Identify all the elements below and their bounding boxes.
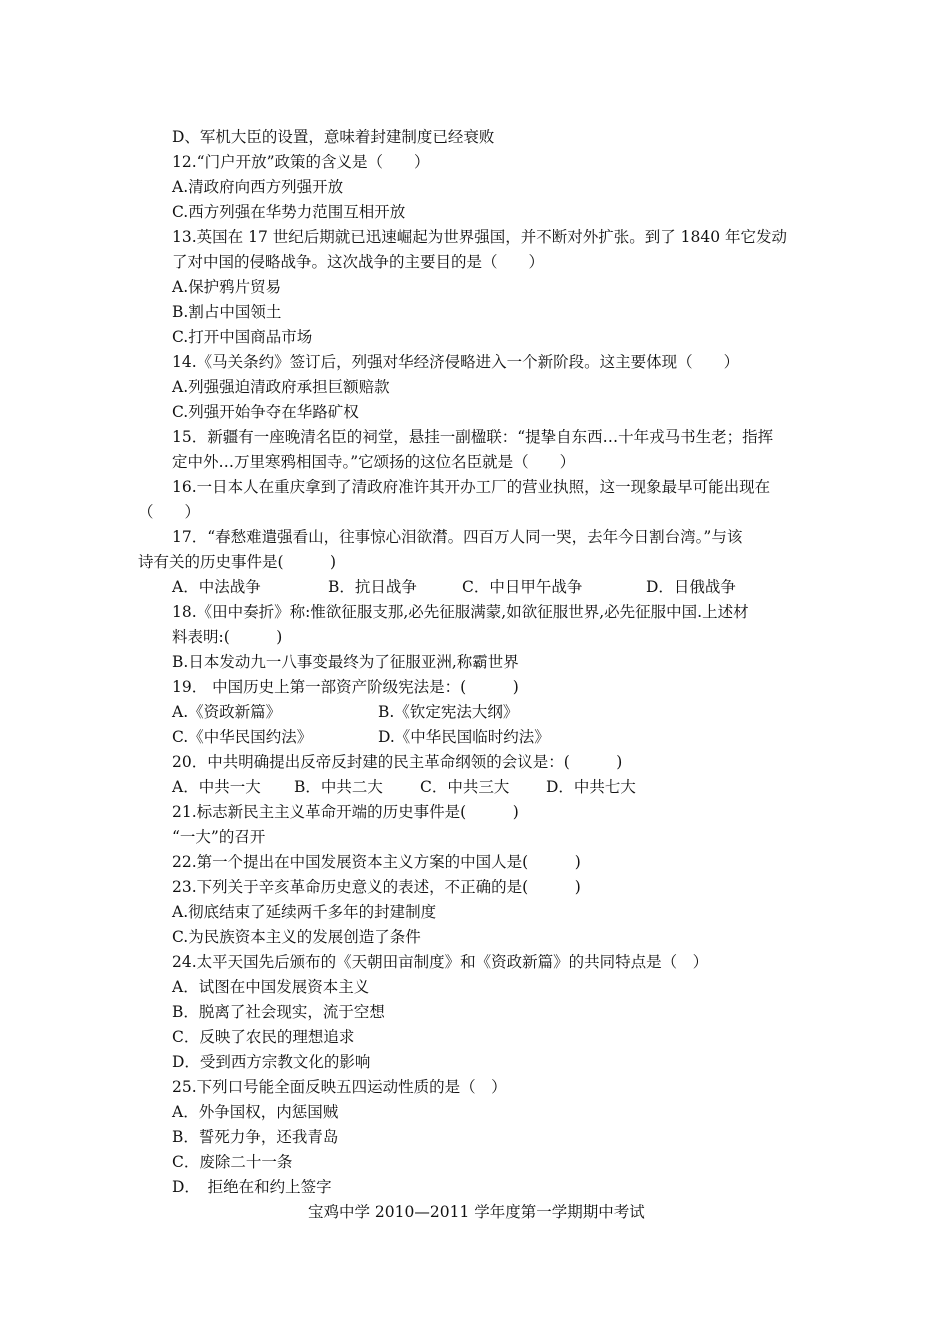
q17-option-b: B．抗日战争: [328, 578, 417, 596]
q24-option-d: D．受到西方宗教文化的影响: [172, 1053, 371, 1071]
q25-option-a: A．外争国权，内惩国贼: [172, 1103, 339, 1121]
q24-option-c: C．反映了农民的理想追求: [172, 1028, 355, 1046]
q17-option-a: A．中法战争: [172, 578, 261, 596]
q14-stem: 14.《马关条约》签订后，列强对华经济侵略进入一个新阶段。这主要体现（ ）: [172, 353, 740, 371]
q23-stem: 23.下列关于辛亥革命历史意义的表述，不正确的是( ): [172, 878, 581, 896]
q21-stem: 21.标志新民主主义革命开端的历史事件是( ): [172, 803, 519, 821]
q18-stem-line2: 料表明:( ): [172, 628, 283, 646]
q25-option-b: B．誓死力争，还我青岛: [172, 1128, 339, 1146]
q19-option-a: A.《资政新篇》: [172, 703, 282, 721]
q24-option-b: B．脱离了社会现实，流于空想: [172, 1003, 385, 1021]
q14-option-a: A.列强强迫清政府承担巨额赔款: [172, 378, 390, 396]
q22-stem: 22.第一个提出在中国发展资本主义方案的中国人是( ): [172, 853, 581, 871]
q20-option-a: A．中共一大: [172, 778, 261, 796]
q13-option-c: C.打开中国商品市场: [172, 328, 313, 346]
q20-option-c: C．中共三大: [420, 778, 510, 796]
q19-option-c: C.《中华民国约法》: [172, 728, 313, 746]
q12-option-c: C.西方列强在华势力范围互相开放: [172, 203, 406, 221]
q18-option-b: B.日本发动九一八事变最终为了征服亚洲,称霸世界: [172, 653, 519, 671]
q20-option-d: D．中共七大: [546, 778, 636, 796]
q25-option-d: D． 拒绝在和约上签字: [172, 1178, 332, 1196]
q19-stem: 19． 中国历史上第一部资产阶级宪法是：( ): [172, 678, 519, 696]
q24-stem: 24.太平天国先后颁布的《天朝田亩制度》和《资政新篇》的共同特点是（ ）: [172, 953, 709, 971]
q21-option: “一大”的召开: [172, 828, 266, 846]
q13-option-b: B.割占中国领土: [172, 303, 282, 321]
q23-option-c: C.为民族资本主义的发展创造了条件: [172, 928, 421, 946]
q20-option-b: B．中共二大: [294, 778, 383, 796]
q13-stem-line1: 13.英国在 17 世纪后期就已迅速崛起为世界强国，并不断对外扩张。到了 1840 年它发动: [172, 228, 788, 246]
q11-option-d: D、军机大臣的设置，意味着封建制度已经衰败: [172, 128, 495, 146]
exam-footer-title: 宝鸡中学 2010—2011 学年度第一学期期中考试: [308, 1203, 645, 1221]
q19-option-d: D.《中华民国临时约法》: [378, 728, 550, 746]
q15-stem-line2: 定中外…万里寒鸦相国寺。”它颂扬的这位名臣就是（ ）: [172, 453, 576, 471]
q17-stem-line2: 诗有关的历史事件是( ): [138, 553, 337, 571]
q12-option-a: A.清政府向西方列强开放: [172, 178, 344, 196]
q13-stem-line2: 了对中国的侵略战争。这次战争的主要目的是（ ）: [172, 253, 545, 271]
q17-option-d: D．日俄战争: [646, 578, 736, 596]
q16-stem-line1: 16.一日本人在重庆拿到了清政府准许其开办工厂的营业执照，这一现象最早可能出现在: [172, 478, 771, 496]
q25-option-c: C．废除二十一条: [172, 1153, 293, 1171]
q23-option-a: A.彻底结束了延续两千多年的封建制度: [172, 903, 437, 921]
q17-stem-line1: 17．“春愁难遣强看山，往事惊心泪欲潸。四百万人同一哭，去年今日割台湾。”与该: [172, 528, 743, 546]
q20-stem: 20．中共明确提出反帝反封建的民主革命纲领的会议是：( ): [172, 753, 623, 771]
q12-stem: 12.“门户开放”政策的含义是（ ）: [172, 153, 430, 171]
q24-option-a: A．试图在中国发展资本主义: [172, 978, 370, 996]
q17-option-c: C．中日甲午战争: [462, 578, 583, 596]
q16-stem-line2: （ ）: [138, 503, 201, 521]
q14-option-c: C.列强开始争夺在华路矿权: [172, 403, 359, 421]
q15-stem-line1: 15．新疆有一座晚清名臣的祠堂，悬挂一副楹联：“提挚自东西…十年戎马书生老；指挥: [172, 428, 774, 446]
q19-option-b: B.《钦定宪法大纲》: [378, 703, 519, 721]
q13-option-a: A.保护鸦片贸易: [172, 278, 282, 296]
q18-stem-line1: 18.《田中奏折》称:惟欲征服支那,必先征服满蒙,如欲征服世界,必先征服中国.上述材: [172, 603, 749, 621]
q25-stem: 25.下列口号能全面反映五四运动性质的是（ ）: [172, 1078, 507, 1096]
